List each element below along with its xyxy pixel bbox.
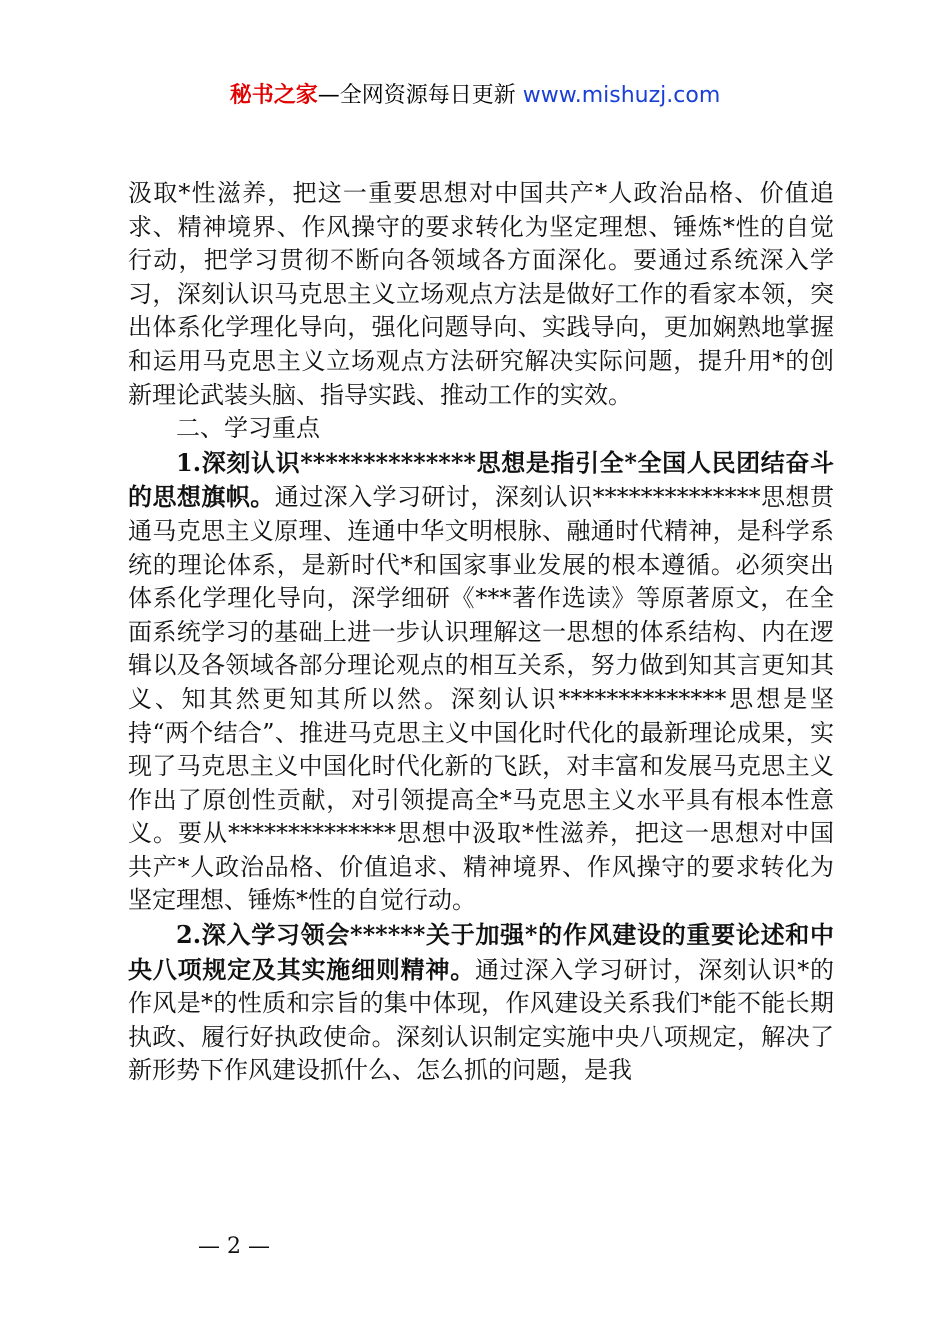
header-tagline: —全网资源每日更新 xyxy=(317,83,523,108)
point-1-heading: 1.深刻认识**************思想是指引全*全国人民团结奋斗的思想旗帜。 xyxy=(128,447,834,512)
site-header xyxy=(0,80,950,112)
section-heading-study-focus: 二、学习重点 xyxy=(176,414,320,443)
point-2-heading: 2.深入学习领会******关于加强*的作风建设的重要论述和中央八项规定及其实施细则精神。 xyxy=(128,920,834,984)
document-body xyxy=(128,177,834,1088)
point-2-text: 通过深入学习研讨，深刻认识*的作风是*的性质和宗旨的集中体现，作风建设关系我们*能不能长期执政、履行好执政使命。深刻认识制定实施中央八项规定，解决了新形势下作风建设抓什么、怎么抓的问题，是我 xyxy=(128,955,834,1085)
page-number: — 2 — xyxy=(198,1234,270,1259)
point-1-text: 通过深入学习研讨，深刻认识**************思想贯通马克思主义原理、连通中华文明根脉、融通时代精神，是科学系统的理论体系，是新时代*和国家事业发展的根本遵循。必须突出体系化学理化导向，深学细研《***著作选读》等原著原文，在全面系统学习的基础上进一步认识理解这一思想的体系结构、内在逻辑以及各领域各部分理论观点的相互关系，努力做到知其言更知其义、知其然更知其所以然。深刻认识**************思想是坚持“两个结合”、推进马克思主义中国化时代化的最新理论成果，实现了马克思主义中国化时代化新的飞跃，对丰富和发展马克思主义作出了原创性贡献，对引领提高全*马克思主义水平具有根本性意义。要从**************思想中汲取*性滋养，把这一思想对中国共产*人政治品格、价值追求、精神境界、作风操守的要求转化为坚定理想、锤炼*性的自觉行动。 xyxy=(128,483,835,915)
paragraph-continuation: 汲取*性滋养，把这一重要思想对中国共产*人政治品格、价值追求、精神境界、作风操守的要求转化为坚定理想、锤炼*性的自觉行动，把学习贯彻不断向各领域各方面深化。要通过系统深入学习，深刻认识马克思主义立场观点方法是做好工作的看家本领，突出体系化学理化导向，强化问题导向、实践导向，更加娴熟地掌握和运用马克思主义立场观点方法研究解决实际问题，提升用*的创新理论武装头脑、指导实践、推动工作的实效。 xyxy=(128,179,834,409)
paragraph-point-2 xyxy=(128,918,834,1088)
paragraph-point-1 xyxy=(128,446,834,918)
site-url-link[interactable]: www.mishuzj.com xyxy=(522,83,721,108)
brand-name: 秘书之家 xyxy=(229,83,318,108)
